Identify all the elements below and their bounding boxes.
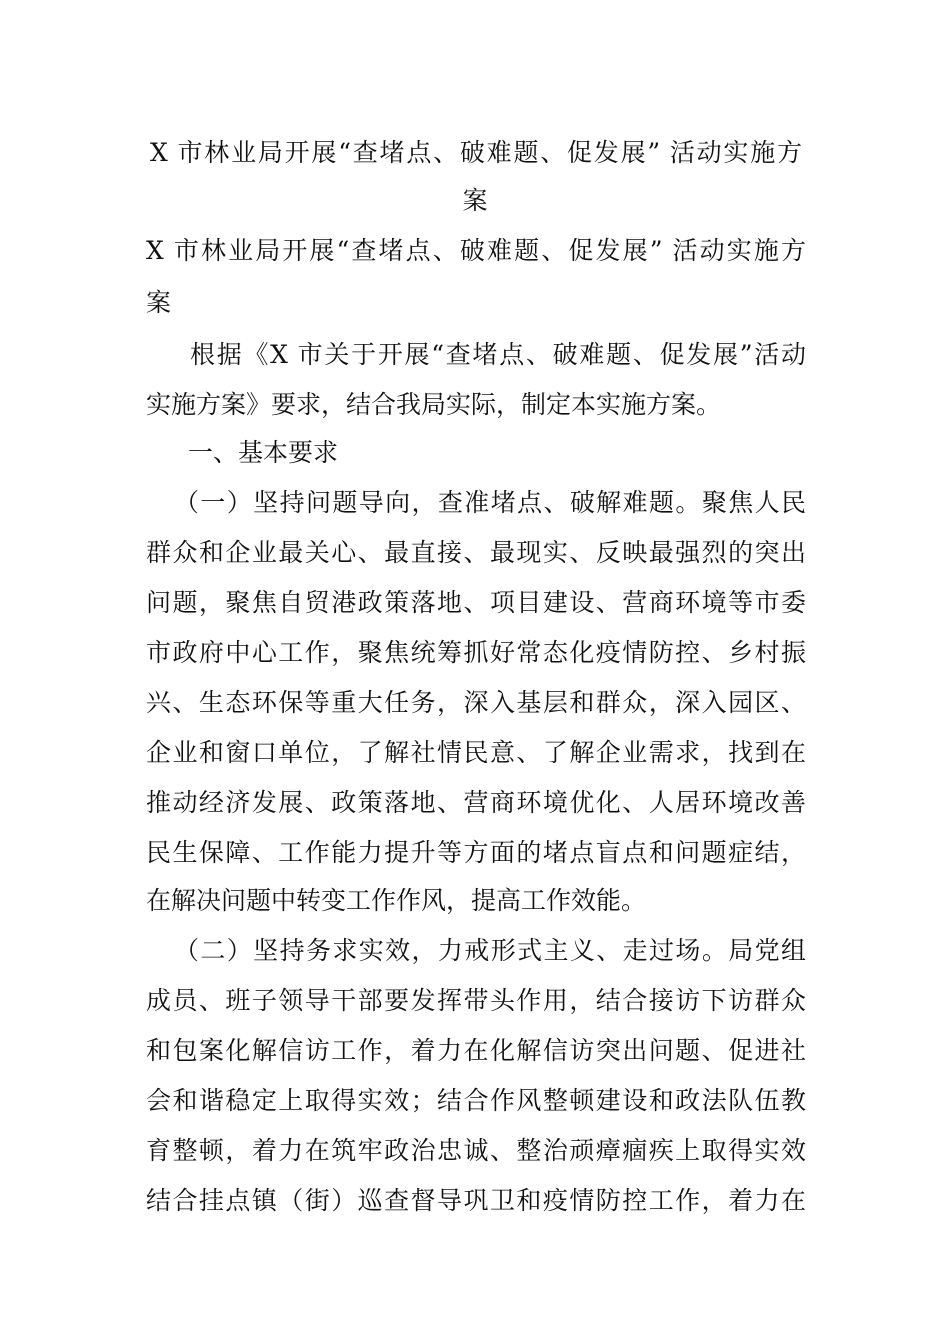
para1-line-9: 在解决问题中转变工作作风，提高工作效能。 (146, 886, 647, 915)
para2-line-5: 育整顿，着力在筑牢政治忠诚、整治顽瘴痼疾上取得实效 (146, 1136, 806, 1165)
para1-line-5: 兴、生态环保等重大任务，深入基层和群众，深入园区、 (146, 688, 806, 717)
section-heading: 一、基本要求 (188, 438, 339, 467)
document-title-line-1: X 市林业局开展“查堵点、破难题、促发展” 活动实施方 (150, 138, 802, 167)
para1-line-3: 问题，聚焦自贸港政策落地、项目建设、营商环境等市委 (146, 588, 806, 617)
para2-line-2: 成员、班子领导干部要发挥带头作用，结合接访下访群众 (146, 986, 806, 1015)
para2-line-1: （二）坚持务求实效，力戒形式主义、走过场。局党组 (174, 936, 806, 965)
document-title-line-2: 案 (462, 186, 488, 215)
para1-line-4: 市政府中心工作，聚焦统筹抓好常态化疫情防控、乡村振 (146, 638, 806, 667)
para1-line-8: 民生保障、工作能力提升等方面的堵点盲点和问题症结， (146, 838, 806, 867)
para1-line-6: 企业和窗口单位，了解社情民意、了解企业需求，找到在 (146, 738, 806, 767)
subtitle-line-1: X 市林业局开展“查堵点、破难题、促发展” 活动实施方 (146, 236, 806, 265)
para1-line-1: （一）坚持问题导向，查准堵点、破解难题。聚焦人民 (174, 488, 806, 517)
subtitle-line-2: 案 (146, 288, 172, 317)
para1-line-7: 推动经济发展、政策落地、营商环境优化、人居环境改善 (146, 788, 806, 817)
para2-line-6: 结合挂点镇（街）巡查督导巩卫和疫情防控工作，着力在 (146, 1186, 806, 1215)
para2-line-4: 会和谐稳定上取得实效；结合作风整顿建设和政法队伍教 (146, 1086, 806, 1115)
para1-line-2: 群众和企业最关心、最直接、最现实、反映最强烈的突出 (146, 538, 806, 567)
intro-line-2: 实施方案》要求，结合我局实际，制定本实施方案。 (146, 390, 722, 419)
intro-line-1: 根据《X 市关于开展“查堵点、破难题、促发展”活动 (190, 340, 806, 369)
para2-line-3: 和包案化解信访工作，着力在化解信访突出问题、促进社 (146, 1036, 806, 1065)
